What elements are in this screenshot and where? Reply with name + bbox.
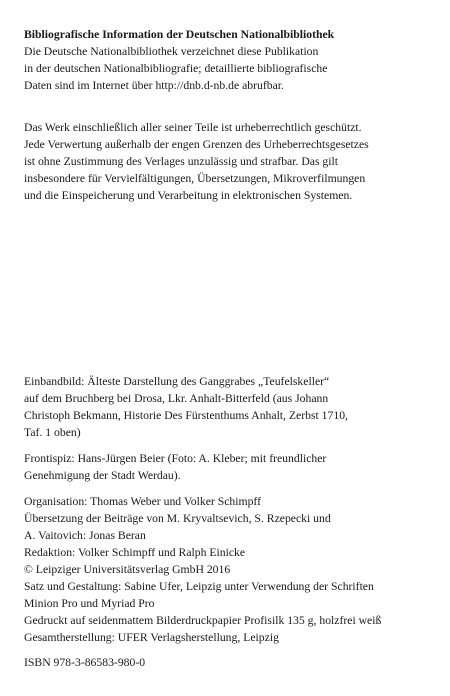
organisation-line: Übersetzung der Beiträge von M. Kryvaltsevich, S. Rzepecki und: [24, 512, 331, 525]
publisher-line: Minion Pro und Myriad Pro: [24, 597, 155, 610]
dnb-line: Die Deutsche Nationalbibliothek verzeichnet diese Publikation: [24, 45, 319, 58]
frontispiece-credit-section: [24, 450, 434, 484]
publisher-line: Satz und Gestaltung: Sabine Ufer, Leipzig unter Verwendung der Schriften: [24, 580, 374, 593]
organisation-line: Organisation: Thomas Weber und Volker Schimpff: [24, 495, 262, 508]
dnb-line: in der deutschen Nationalbibliografie; detaillierte bibliografische: [24, 62, 328, 75]
dnb-line: Daten sind im Internet über http://dnb.d-nb.de abrufbar.: [24, 79, 284, 92]
publisher-line: Gedruckt auf seidenmattem Bilderdruckpapier Profisilk 135 g, holzfrei weiß: [24, 614, 382, 627]
copyright-notice-section: [24, 119, 434, 204]
frontispiece-line: Genehmigung der Stadt Werdau).: [24, 469, 181, 482]
copyright-notice-line: Jede Verwertung außerhalb der engen Grenzen des Urheberrechtsgesetzes: [24, 138, 369, 151]
cover-image-line: Einbandbild: Älteste Darstellung des Ganggrabes „Teufelskeller“: [24, 375, 330, 388]
publisher-line: Gesamtherstellung: UFER Verlagsherstellung, Leipzig: [24, 631, 279, 644]
dnb-section: [24, 26, 434, 94]
cover-image-credit-section: [24, 373, 434, 441]
isbn-section: [24, 654, 434, 671]
cover-image-line: Christoph Bekmann, Historie Des Fürstenthums Anhalt, Zerbst 1710,: [24, 409, 348, 422]
cover-image-line: Taf. 1 oben): [24, 426, 81, 439]
copyright-notice-line: ist ohne Zustimmung des Verlages unzulässig und strafbar. Das gilt: [24, 155, 339, 168]
organisation-line: Redaktion: Volker Schimpff und Ralph Einicke: [24, 546, 246, 559]
organisation-line: A. Vaitovich: Jonas Beran: [24, 529, 146, 542]
copyright-notice-line: und die Einspeicherung und Verarbeitung in elektronischen Systemen.: [24, 189, 353, 202]
publisher-line: © Leipziger Universitätsverlag GmbH 2016: [24, 563, 231, 576]
isbn: ISBN 978-3-86583-980-0: [24, 656, 146, 669]
organisation-section: [24, 493, 434, 561]
copyright-notice-line: insbesondere für Vervielfältigungen, Übersetzungen, Mikroverfilmungen: [24, 172, 366, 185]
copyright-notice-line: Das Werk einschließlich aller seiner Teile ist urheberrechtlich geschützt.: [24, 121, 362, 134]
cover-image-line: auf dem Bruchberg bei Drosa, Lkr. Anhalt-Bitterfeld (aus Johann: [24, 392, 329, 405]
publisher-section: [24, 561, 434, 646]
frontispiece-line: Frontispiz: Hans-Jürgen Beier (Foto: A. Kleber; mit freundlicher: [24, 452, 327, 465]
dnb-heading: Bibliografische Information der Deutschen Nationalbibliothek: [24, 28, 335, 41]
